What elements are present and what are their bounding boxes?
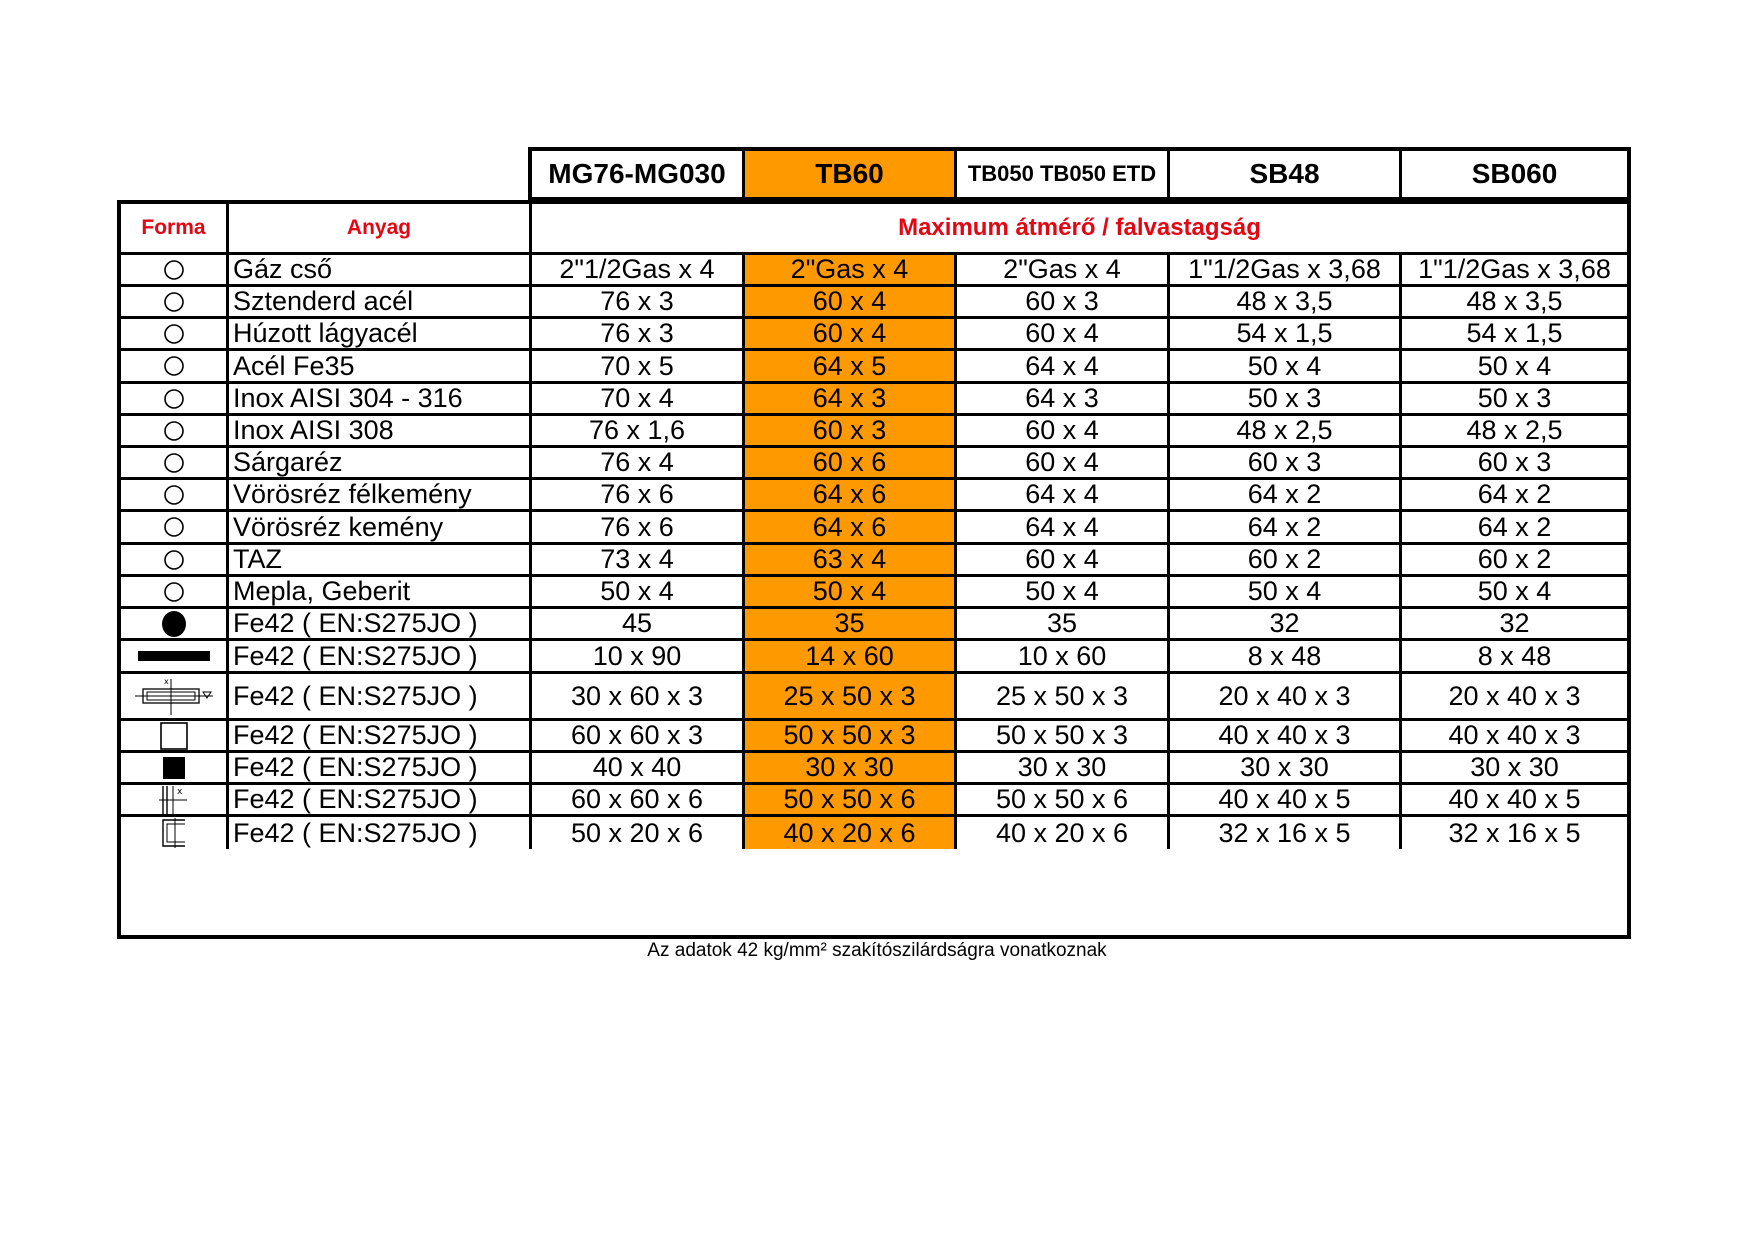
value-cell: 64 x 4	[957, 480, 1170, 509]
models-header	[528, 147, 1631, 201]
table-row	[121, 545, 1627, 577]
value-cell: 32	[1170, 609, 1402, 638]
value-cell: 50 x 50 x 6	[957, 785, 1170, 814]
value-cell: 40 x 40 x 5	[1448, 785, 1581, 814]
table-row	[121, 785, 1627, 817]
value-cell: 64 x 2	[1170, 480, 1402, 509]
value-cell: 60 x 4	[745, 319, 957, 348]
value-cell: 50 x 4	[1170, 577, 1402, 606]
circle-outline-icon	[162, 290, 186, 314]
material-cell: TAZ	[229, 545, 532, 574]
circle-outline-icon	[162, 515, 186, 539]
circle-outline-icon	[162, 387, 186, 411]
value-cell: 32 x 16 x 5	[1170, 817, 1402, 849]
value-cell: 76 x 3	[532, 287, 745, 316]
shape-cell	[121, 448, 229, 477]
value-cell: 60 x 3	[1170, 448, 1402, 477]
value-cell: 64 x 2	[1477, 480, 1552, 509]
value-cell: 50 x 4	[1170, 351, 1402, 381]
value-cell: 60 x 3	[1477, 448, 1552, 477]
value-cell: 64 x 3	[745, 384, 957, 413]
table-row	[121, 448, 1627, 480]
value-cell: 2"Gas x 4	[745, 255, 957, 284]
value-cell: 60 x 3	[957, 287, 1170, 316]
value-cell: 48 x 2,5	[1466, 416, 1563, 445]
value-cell: 60 x 60 x 6	[532, 785, 745, 814]
value-cell: 30 x 30	[1170, 753, 1402, 782]
value-cell: 10 x 90	[532, 641, 745, 671]
footnote-text: Az adatok 42 kg/mm² szakítószilárdságra vonatkoznak	[647, 940, 1107, 961]
rectangular-tube-icon	[133, 675, 215, 717]
value-cell: 70 x 4	[532, 384, 745, 413]
shape-cell	[121, 287, 229, 316]
value-cell: 60 x 2	[1477, 545, 1552, 574]
material-cell: Fe42 ( EN:S275JO )	[229, 721, 532, 750]
value-cell: 48 x 2,5	[1170, 416, 1402, 445]
model-tb050: TB050 TB050 ETD	[957, 151, 1170, 197]
value-cell: 64 x 3	[957, 384, 1170, 413]
table-row	[121, 255, 1627, 287]
material-cell: Fe42 ( EN:S275JO )	[229, 817, 532, 849]
table-row	[121, 319, 1627, 351]
value-cell: 54 x 1,5	[1170, 319, 1402, 348]
shape-cell	[121, 785, 229, 814]
value-cell: 50 x 3	[1477, 384, 1552, 413]
value-cell: 54 x 1,5	[1466, 319, 1563, 348]
value-cell: 48 x 3,5	[1466, 287, 1563, 316]
header-max-diameter-wall: Maximum átmérő / falvastagság	[898, 214, 1261, 241]
value-cell: 76 x 3	[532, 319, 745, 348]
value-cell: 14 x 60	[745, 641, 957, 671]
circle-outline-icon	[162, 419, 186, 443]
table-row	[121, 287, 1627, 319]
material-cell: Sztenderd acél	[229, 287, 532, 316]
shape-cell	[121, 255, 229, 284]
table-row	[121, 721, 1627, 753]
value-cell: 32	[1499, 609, 1530, 638]
circle-outline-icon	[162, 258, 186, 282]
value-cell: 40 x 40 x 3	[1448, 721, 1581, 750]
value-cell: 8 x 48	[1170, 641, 1402, 671]
header-anyag: Anyag	[229, 204, 532, 252]
value-cell: 60 x 4	[957, 416, 1170, 445]
table-row	[121, 416, 1627, 448]
material-cell: Fe42 ( EN:S275JO )	[229, 785, 532, 814]
solid-square-bar-icon	[161, 755, 187, 781]
material-cell: Mepla, Geberit	[229, 577, 532, 606]
value-cell: 76 x 6	[532, 512, 745, 542]
material-cell: Vörösréz kemény	[229, 512, 532, 542]
table-row	[121, 384, 1627, 416]
model-tb60: TB60	[745, 151, 957, 197]
value-cell: 50 x 50 x 3	[745, 721, 957, 750]
value-cell: 30 x 30	[1470, 753, 1559, 782]
value-cell: 60 x 6	[745, 448, 957, 477]
value-cell: 25 x 50 x 3	[957, 674, 1170, 718]
material-cell: Fe42 ( EN:S275JO )	[229, 609, 532, 638]
circle-outline-icon	[162, 548, 186, 572]
svg-text:x: x	[163, 677, 169, 686]
value-cell: 48 x 3,5	[1170, 287, 1402, 316]
value-cell: 1"1/2Gas x 3,68	[1418, 255, 1611, 284]
material-cell: Vörösréz félkemény	[229, 480, 532, 509]
value-cell: 40 x 40	[532, 753, 745, 782]
material-cell: Húzott lágyacél	[229, 319, 532, 348]
value-cell: 50 x 4	[745, 577, 957, 606]
value-cell: 50 x 3	[1170, 384, 1402, 413]
model-sb060: SB060	[1471, 158, 1558, 189]
shape-cell	[121, 480, 229, 509]
material-cell: Fe42 ( EN:S275JO )	[229, 753, 532, 782]
shape-cell	[121, 674, 229, 718]
value-cell: 60 x 3	[745, 416, 957, 445]
table-row	[121, 753, 1627, 785]
value-cell: 76 x 1,6	[532, 416, 745, 445]
value-cell: 32 x 16 x 5	[1448, 817, 1581, 848]
value-cell: 40 x 40 x 3	[1170, 721, 1402, 750]
value-cell: 60 x 4	[957, 448, 1170, 477]
table-header-row	[121, 204, 1627, 255]
solid-round-bar-icon	[159, 609, 189, 638]
value-cell: 35	[957, 609, 1170, 638]
value-cell: 40 x 40 x 5	[1170, 785, 1402, 814]
capacity-table	[117, 200, 1631, 939]
value-cell: 50 x 4	[1477, 577, 1552, 606]
square-tube-icon	[159, 721, 189, 750]
shape-cell	[121, 545, 229, 574]
value-cell: 2"Gas x 4	[957, 255, 1170, 284]
table-row	[121, 351, 1627, 384]
shape-cell	[121, 721, 229, 750]
model-sb48: SB48	[1170, 151, 1402, 197]
value-cell: 45	[532, 609, 745, 638]
header-forma: Forma	[121, 204, 229, 252]
material-cell: Acél Fe35	[229, 351, 532, 381]
value-cell: 2"1/2Gas x 4	[532, 255, 745, 284]
value-cell: 30 x 30	[745, 753, 957, 782]
value-cell: 73 x 4	[532, 545, 745, 574]
shape-cell	[121, 384, 229, 413]
channel-profile-icon	[157, 817, 191, 849]
value-cell: 10 x 60	[957, 641, 1170, 671]
value-cell: 64 x 2	[1170, 512, 1402, 542]
value-cell: 60 x 4	[957, 319, 1170, 348]
value-cell: 64 x 2	[1477, 512, 1552, 542]
value-cell: 35	[745, 609, 957, 638]
table-row	[121, 817, 1627, 849]
value-cell: 76 x 4	[532, 448, 745, 477]
material-cell: Sárgaréz	[229, 448, 532, 477]
value-cell: 64 x 6	[745, 512, 957, 542]
value-cell: 50 x 50 x 6	[745, 785, 957, 814]
material-cell: Gáz cső	[229, 255, 532, 284]
material-cell: Inox AISI 308	[229, 416, 532, 445]
value-cell: 60 x 4	[957, 545, 1170, 574]
value-cell: 20 x 40 x 3	[1448, 680, 1581, 711]
value-cell: 63 x 4	[745, 545, 957, 574]
value-cell: 60 x 4	[745, 287, 957, 316]
flat-bar-icon	[137, 648, 211, 664]
angle-profile-icon	[157, 785, 191, 814]
material-cell: Inox AISI 304 - 316	[229, 384, 532, 413]
circle-outline-icon	[162, 322, 186, 346]
circle-outline-icon	[162, 580, 186, 604]
value-cell: 70 x 5	[532, 351, 745, 381]
value-cell: 20 x 40 x 3	[1170, 674, 1402, 718]
shape-cell	[121, 577, 229, 606]
circle-outline-icon	[162, 451, 186, 475]
value-cell: 40 x 20 x 6	[957, 817, 1170, 849]
value-cell: 76 x 6	[532, 480, 745, 509]
material-cell: Fe42 ( EN:S275JO )	[229, 641, 532, 671]
circle-outline-icon	[162, 483, 186, 507]
value-cell: 40 x 20 x 6	[745, 817, 957, 849]
shape-cell	[121, 512, 229, 542]
table-row	[121, 577, 1627, 609]
value-cell: 64 x 6	[745, 480, 957, 509]
shape-cell	[121, 753, 229, 782]
value-cell: 60 x 2	[1170, 545, 1402, 574]
table-row	[121, 674, 1627, 721]
value-cell: 50 x 50 x 3	[957, 721, 1170, 750]
value-cell: 50 x 4	[532, 577, 745, 606]
shape-cell	[121, 351, 229, 381]
value-cell: 64 x 4	[957, 512, 1170, 542]
shape-cell	[121, 416, 229, 445]
value-cell: 30 x 30	[957, 753, 1170, 782]
value-cell: 25 x 50 x 3	[745, 674, 957, 718]
value-cell: 50 x 4	[1477, 351, 1552, 381]
shape-cell	[121, 641, 229, 671]
shape-cell	[121, 609, 229, 638]
table-row	[121, 480, 1627, 512]
shape-cell	[121, 319, 229, 348]
circle-outline-icon	[162, 354, 186, 378]
value-cell: 1"1/2Gas x 3,68	[1170, 255, 1402, 284]
model-mg76-mg030: MG76-MG030	[532, 151, 745, 197]
footnote	[0, 940, 1754, 962]
table-row	[121, 609, 1627, 641]
shape-cell	[121, 817, 229, 849]
value-cell: 50 x 4	[957, 577, 1170, 606]
value-cell: 64 x 5	[745, 351, 957, 381]
table-body	[121, 255, 1627, 849]
value-cell: 50 x 20 x 6	[532, 817, 745, 849]
svg-text:x: x	[176, 786, 182, 797]
value-cell: 8 x 48	[1477, 641, 1552, 671]
material-cell: Fe42 ( EN:S275JO )	[229, 674, 532, 718]
table-row	[121, 641, 1627, 674]
table-row	[121, 512, 1627, 545]
value-cell: 30 x 60 x 3	[532, 674, 745, 718]
value-cell: 64 x 4	[957, 351, 1170, 381]
value-cell: 60 x 60 x 3	[532, 721, 745, 750]
